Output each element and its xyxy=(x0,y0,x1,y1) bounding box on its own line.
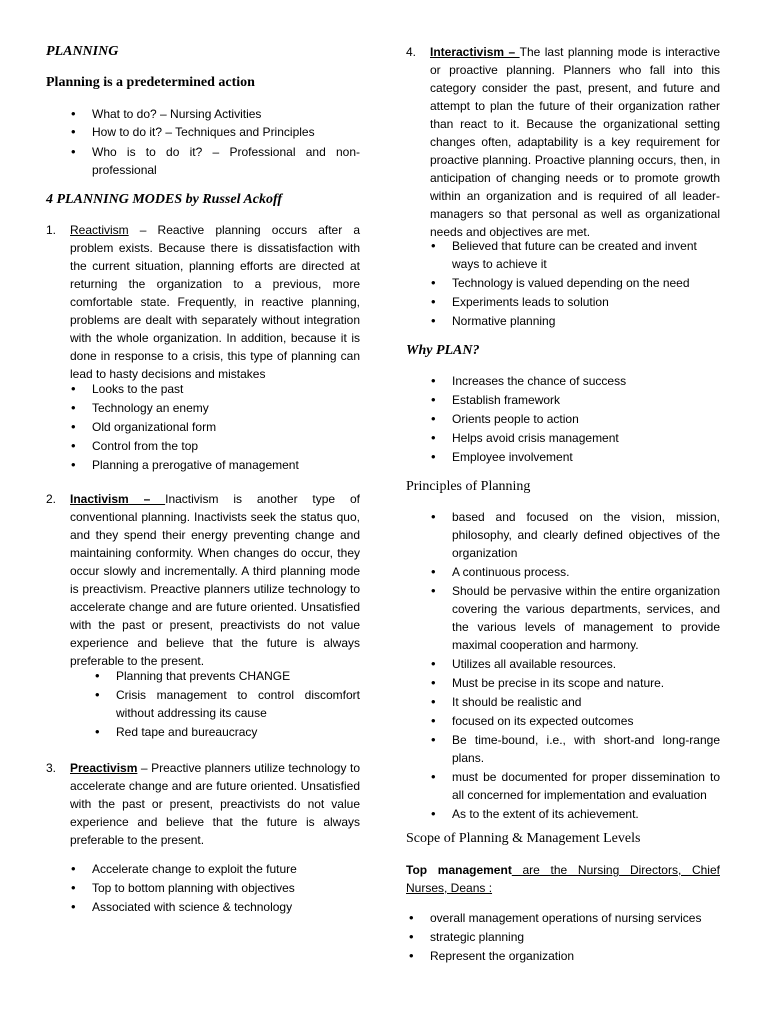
mode-reactivism xyxy=(46,221,360,383)
mode-term: Preactivism xyxy=(70,761,138,775)
reactivism-bullet-list xyxy=(92,380,360,474)
mode-description: Inactivism is another type of conventional planning. Inactivists seek the status quo, and they spend their energy preventing change and maintaining conformity. When changes do occur, they occur slowly and incrementally. A third planning mode is preactivism. Preactive planners utilize technology to accelerate change and are future oriented. Unsatisfied with the past or present, preactivists do not value experience and believe that the future is always preferable to the present. xyxy=(70,492,360,668)
list-item: • What to do? – Nursing Activities xyxy=(92,105,360,123)
list-item: • Associated with science & technology xyxy=(92,898,360,916)
intro-bullet-list xyxy=(92,105,360,179)
list-item: • Old organizational form xyxy=(92,418,360,436)
list-item: • Planning a prerogative of management xyxy=(92,456,360,474)
mode-number: 1. xyxy=(46,223,57,237)
modes-heading: 4 PLANNING MODES by Russel Ackoff xyxy=(46,192,283,207)
list-item: • Experiments leads to solution xyxy=(452,293,720,311)
why-plan-heading: Why PLAN? xyxy=(406,343,480,358)
page-subtitle: Planning is a predetermined action xyxy=(46,75,255,90)
principles-bullet-list xyxy=(452,508,720,823)
preactivism-bullet-list xyxy=(92,860,360,916)
mode-description: The last planning mode is interactive or proactive planning. Planners who fall into this category consider the past, present, and future and attempt to plan the future of their organization rather than react to it. Because the organizational setting changes often, adaptability is a key requirement for proactive planning. Proactive planning occurs, then, in anticipation of changing needs or to promote growth within an organization and is required of all leader-managers so that personal as well as organizational needs and objectives are met. xyxy=(430,45,720,239)
list-item: • Accelerate change to exploit the future xyxy=(92,860,360,878)
list-item: • Crisis management to control discomfort without addressing its cause xyxy=(116,686,360,722)
top-management-term: Top management xyxy=(406,863,512,877)
list-item: • Be time-bound, i.e., with short-and long-range plans. xyxy=(452,731,720,767)
scope-heading: Scope of Planning & Management Levels xyxy=(406,831,641,846)
list-item: • Orients people to action xyxy=(452,410,720,428)
list-item: • As to the extent of its achievement. xyxy=(452,805,720,823)
list-item: • must be documented for proper dissemination to all concerned for implementation and evaluation xyxy=(452,768,720,804)
list-item: • Increases the chance of success xyxy=(452,372,720,390)
list-item: • Technology an enemy xyxy=(92,399,360,417)
mode-term: Inactivism – xyxy=(70,492,166,506)
list-item: • Should be pervasive within the entire organization covering the various departments, services, and the various levels of management to provide maximal cooperation and harmony. xyxy=(452,582,720,654)
mode-preactivism xyxy=(46,759,360,849)
list-item: • Who is to do it? – Professional and non-professional xyxy=(92,143,360,179)
list-item: • A continuous process. xyxy=(452,563,720,581)
list-item: • Employee involvement xyxy=(452,448,720,466)
mode-number: 4. xyxy=(406,45,417,59)
list-item: • Planning that prevents CHANGE xyxy=(116,667,360,685)
mode-number: 3. xyxy=(46,761,57,775)
page-title: PLANNING xyxy=(46,44,119,59)
list-item: • Looks to the past xyxy=(92,380,360,398)
inactivism-bullet-list xyxy=(116,667,360,741)
top-management-bullet-list xyxy=(430,909,720,965)
mode-term: Interactivism – xyxy=(430,45,520,59)
interactivism-bullet-list xyxy=(452,237,720,330)
list-item: • Must be precise in its scope and nature. xyxy=(452,674,720,692)
list-item: • strategic planning xyxy=(430,928,720,946)
list-item: • How to do it? – Techniques and Principles xyxy=(92,123,360,141)
list-item: • Control from the top xyxy=(92,437,360,455)
list-item: • Helps avoid crisis management xyxy=(452,429,720,447)
list-item: • Believed that future can be created and invent ways to achieve it xyxy=(452,237,720,273)
list-item: • Technology is valued depending on the need xyxy=(452,274,720,292)
list-item: • Represent the organization xyxy=(430,947,720,965)
list-item: • focused on its expected outcomes xyxy=(452,712,720,730)
list-item: • based and focused on the vision, mission, philosophy, and clearly defined objectives of the organization xyxy=(452,508,720,562)
mode-description: – Reactive planning occurs after a problem exists. Because there is dissatisfaction with the current situation, planning efforts are directed at returning the organization to a previous, more comfortable state. Frequently, in reactive planning, problems are dealt with separately without integration with the whole organization. In addition, because it is done in response to a crisis, this type of planning can lead to hasty decisions and mistakes xyxy=(70,223,360,381)
mode-inactivism xyxy=(46,490,360,670)
list-item: • Red tape and bureaucracy xyxy=(116,723,360,741)
list-item: • overall management operations of nursing services xyxy=(430,909,720,927)
mode-description: – Preactive planners utilize technology to accelerate change and are future oriented. Unsatisfied with the past or present, preactivists do not value experience and believe that the future is always preferable to the present. xyxy=(70,761,360,847)
mode-term: Reactivism xyxy=(70,223,129,237)
list-item: • It should be realistic and xyxy=(452,693,720,711)
mode-number: 2. xyxy=(46,492,57,506)
list-item: • Normative planning xyxy=(452,312,720,330)
list-item: • Utilizes all available resources. xyxy=(452,655,720,673)
mode-interactivism xyxy=(406,43,720,241)
list-item: • Establish framework xyxy=(452,391,720,409)
principles-heading: Principles of Planning xyxy=(406,479,531,494)
why-plan-bullet-list xyxy=(452,372,720,466)
top-management-text xyxy=(406,861,720,897)
list-item: • Top to bottom planning with objectives xyxy=(92,879,360,897)
top-management-description: are the Nursing Directors, Chief Nurses, Deans : xyxy=(406,863,720,895)
